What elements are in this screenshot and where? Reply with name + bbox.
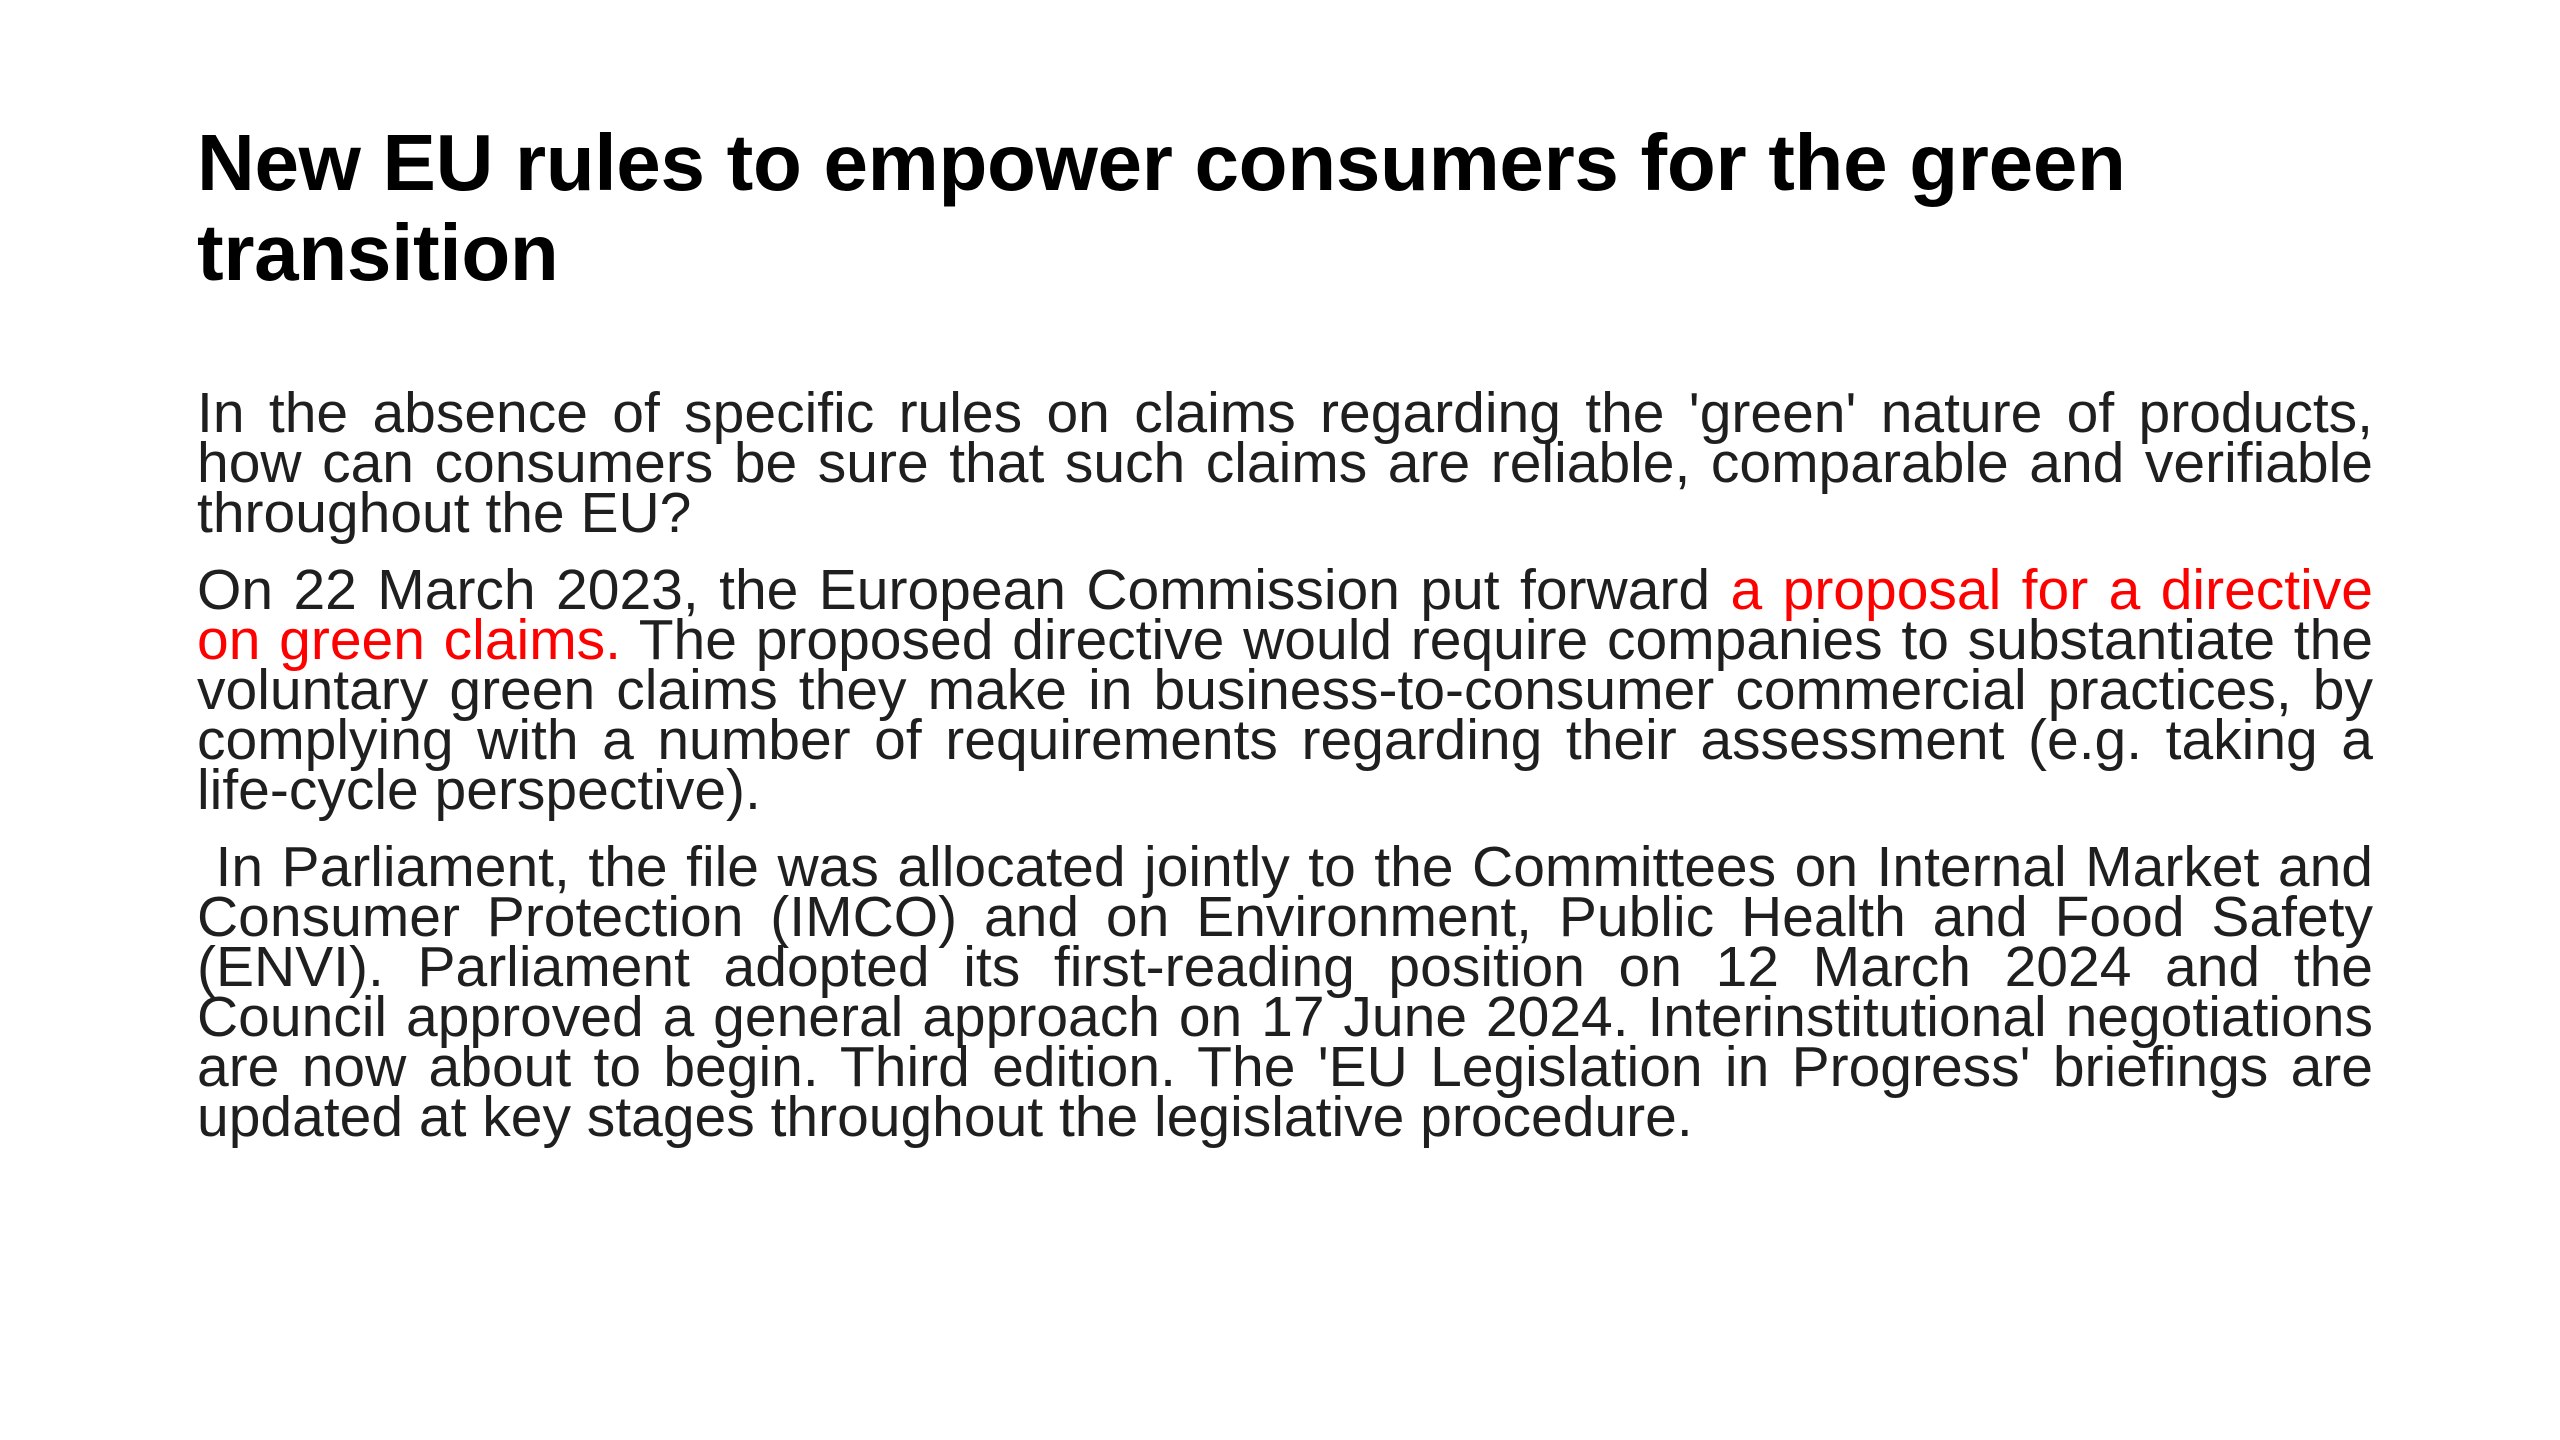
paragraph-proposal-rest: The proposed directive would require companies to substantiate the voluntary green claims they make in business-to-consumer commercial practices, by complying with a number of requirements regarding their assessment (e.g. taking a life-cycle perspective). (197, 608, 2373, 822)
paragraph-proposal (197, 558, 2373, 822)
paragraph-proposal-lead: On 22 March 2023, the European Commission put forward (197, 558, 1731, 622)
paragraph-parliament: In Parliament, the file was allocated jointly to the Committees on Internal Market and Consumer Protection (IMCO) and on Environment, Public Health and Food Safety (ENVI). Parliament adopted its first-reading position on 12 March 2024 and the Council approved a general approach on 17 June 2024. Interinstitutional negotiations are now about to begin. Third edition. The 'EU Legislation in Progress' briefings are updated at key stages throughout the legislative procedure. (197, 835, 2389, 1149)
slide-body (197, 381, 2389, 1149)
green-claims-proposal-link[interactable]: a proposal for a directive on green claims. (197, 558, 2373, 672)
paragraph-intro: In the absence of specific rules on claims regarding the 'green' nature of products, how can consumers be sure that such claims are reliable, comparable and verifiable throughout the EU? (197, 381, 2373, 545)
slide-title: New EU rules to empower consumers for the green transition (197, 118, 2126, 297)
